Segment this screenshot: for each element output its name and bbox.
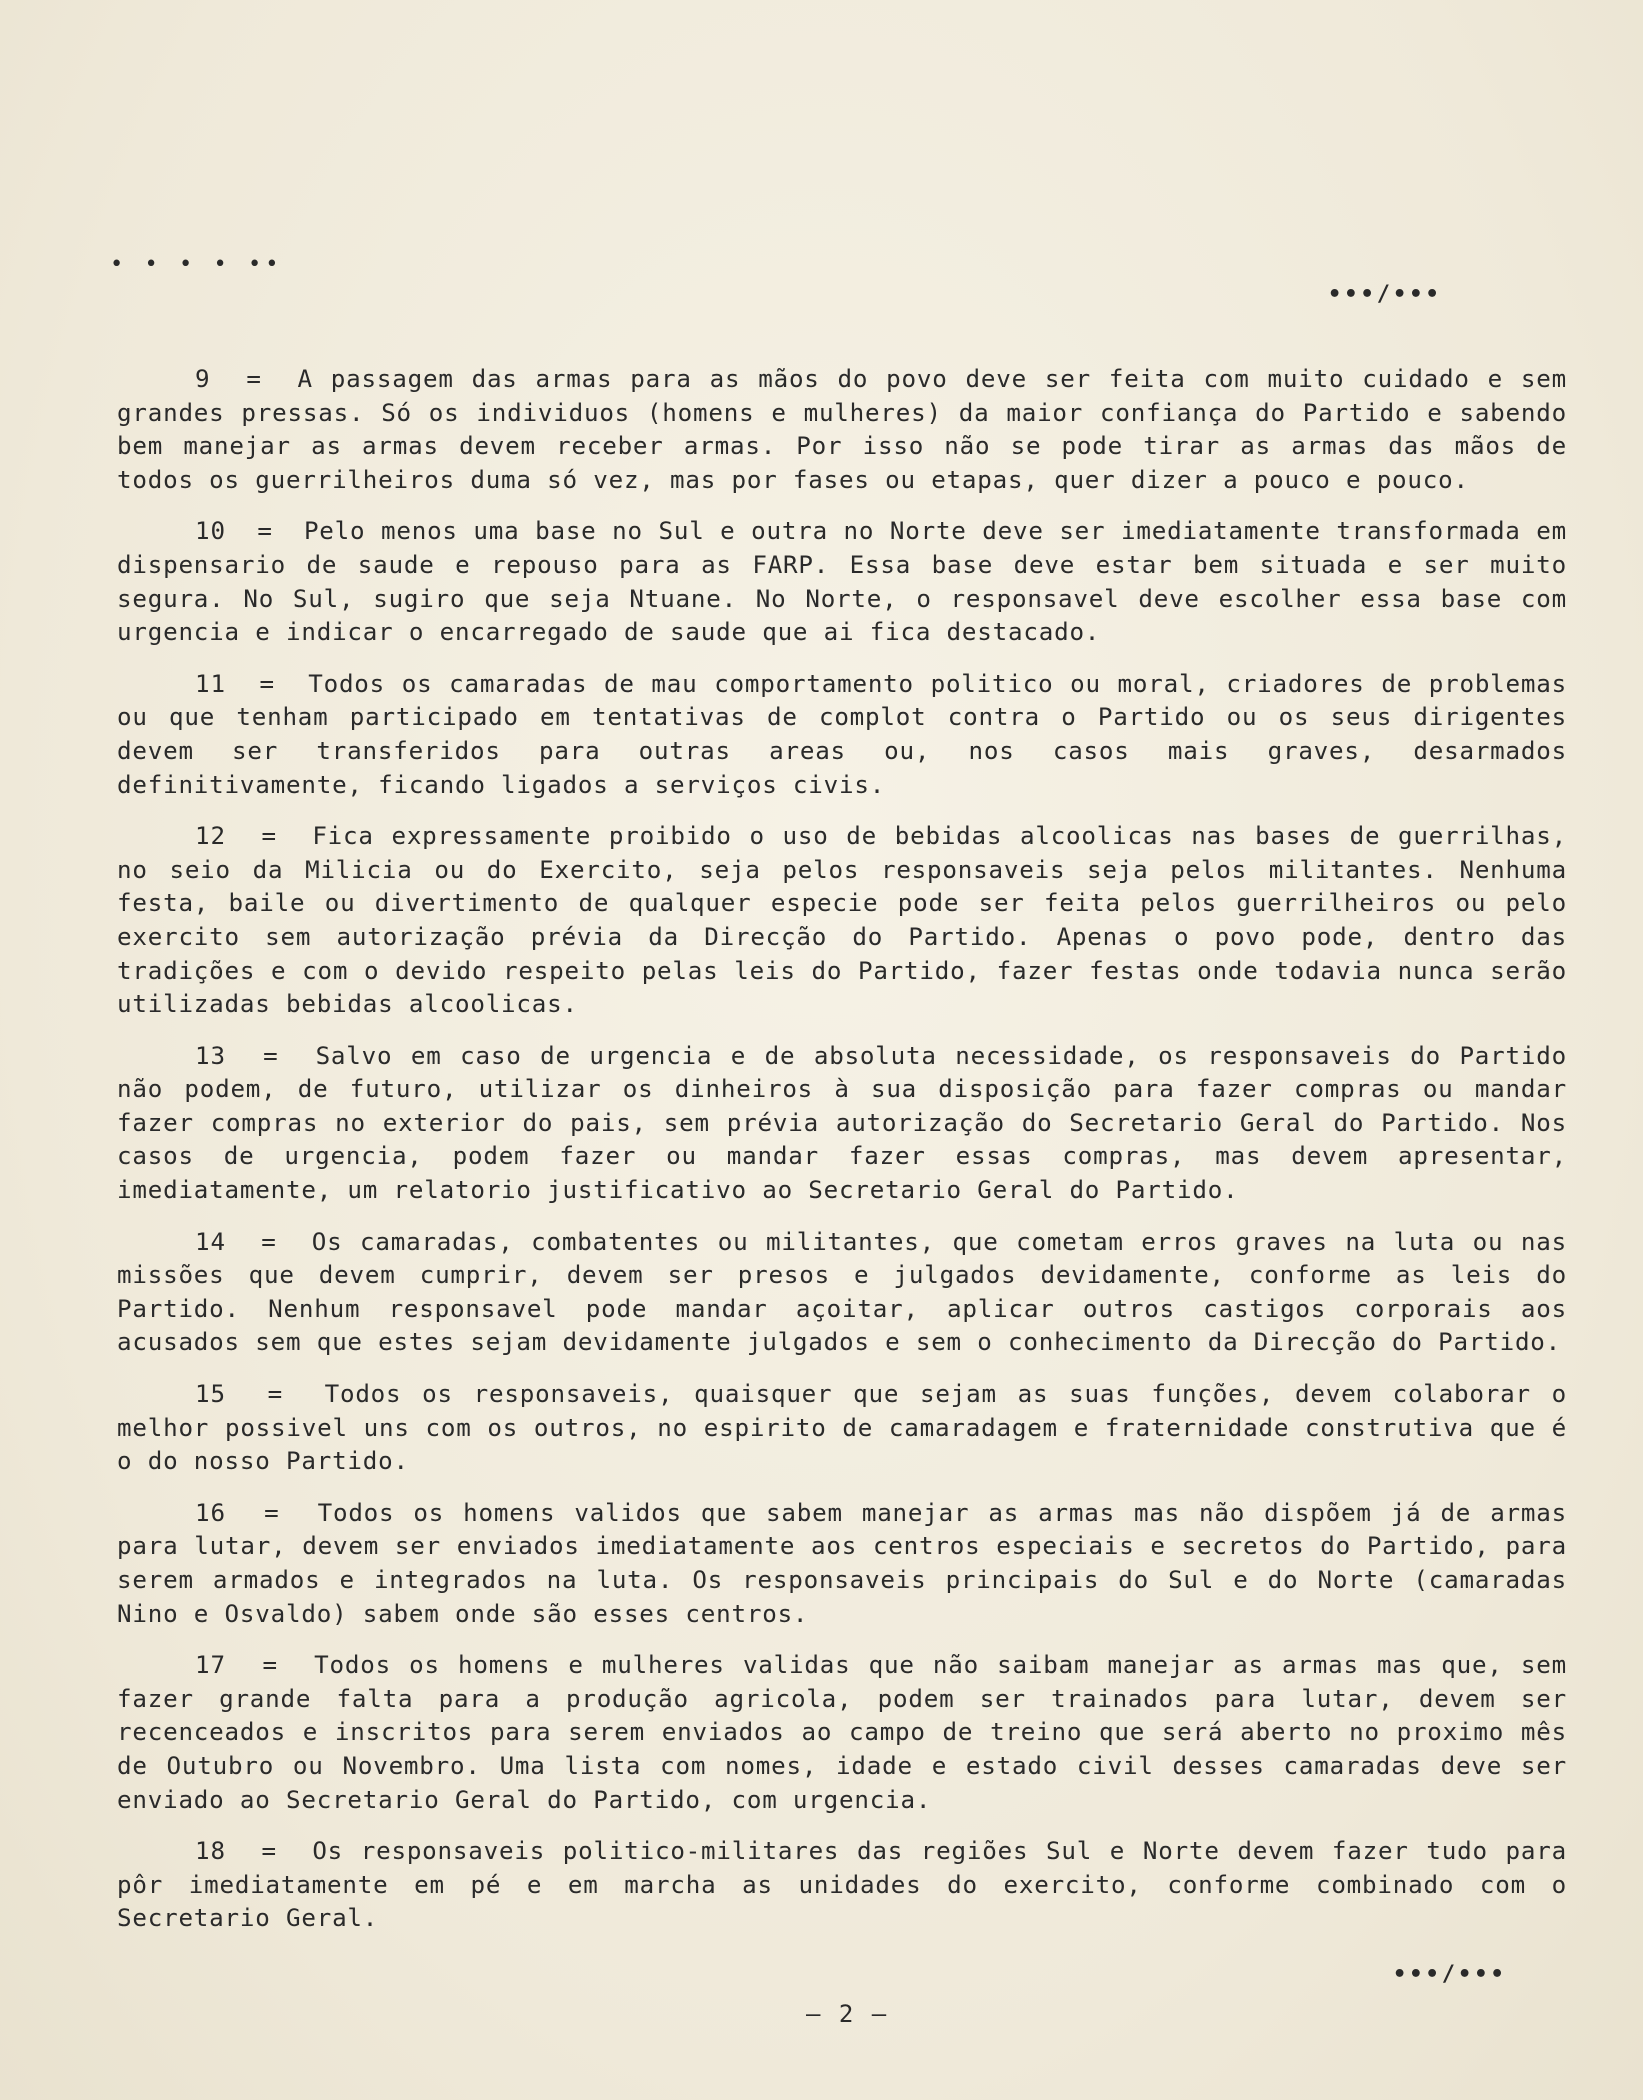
paragraph-15 bbox=[117, 1378, 1567, 1479]
separator: = bbox=[262, 1651, 278, 1680]
paragraph-number: 11 bbox=[195, 669, 227, 698]
paragraph-text: Todos os homens e mulheres validas que não saibam manejar as armas mas que, sem fazer grande falta para a produção agricola, podem ser trainados para lutar, devem ser recenceados e inscritos para serem enviados ao campo de treino que será aberto no proximo mês de Outubro ou Novembro. Uma lista com nomes, idade e estado civil desses camaradas deve ser enviado ao Secretario Geral do Partido, com urgencia. bbox=[117, 1651, 1567, 1814]
paragraph-text: A passagem das armas para as mãos do povo deve ser feita com muito cuidado e sem grandes pressas. Só os individuos (homens e mulheres) da maior confiança do Partido e sabendo bem manejar as armas devem receber armas. Por isso não se pode tirar as armas das mãos de todos os guerrilheiros duma só vez, mas por fases ou etapas, quer dizer a pouco e pouco. bbox=[117, 365, 1567, 494]
paragraph-number: 10 bbox=[195, 517, 227, 546]
paragraph-10 bbox=[117, 515, 1567, 649]
paragraph-number: 13 bbox=[195, 1041, 227, 1070]
paragraph-text: Todos os camaradas de mau comportamento politico ou moral, criadores de problemas ou que tenham participado em tentativas de complot contra o Partido ou os seus dirigentes devem ser transferidos para outras areas ou, nos casos mais graves, desarmados definitivamente, ficando ligados a serviços civis. bbox=[117, 669, 1567, 799]
separator: = bbox=[261, 1227, 277, 1256]
continuation-mark-top-right: •••/••• bbox=[1328, 282, 1442, 307]
separator: = bbox=[267, 1380, 284, 1409]
paragraph-17 bbox=[117, 1649, 1567, 1817]
paragraph-text: Salvo em caso de urgencia e de absoluta necessidade, os responsaveis do Partido não podem, de futuro, utilizar os dinheiros à sua disposição para fazer compras ou mandar fazer compras no exterior do pais, sem prévia autorização do Secretario Geral do Partido. Nos casos de urgencia, podem fazer ou mandar fazer essas compras, mas devem apresentar, imediatamente, um relatorio justificativo ao Secretario Geral do Partido. bbox=[117, 1041, 1567, 1205]
paragraph-text: Todos os homens validos que sabem manejar as armas mas não dispõem já de armas para lutar, devem ser enviados imediatamente aos centros especiais e secretos do Partido, para serem armados e integrados na luta. Os responsaveis principais do Sul e do Norte (camaradas Nino e Osvaldo) sabem onde são esses centros. bbox=[117, 1498, 1567, 1628]
paragraph-number: 18 bbox=[195, 1837, 227, 1866]
document-body bbox=[117, 363, 1567, 1954]
separator: = bbox=[261, 822, 277, 851]
continuation-mark-bottom-right: •••/••• bbox=[1393, 1962, 1507, 1987]
paragraph-9 bbox=[117, 363, 1567, 497]
paragraph-number: 9 bbox=[195, 365, 211, 393]
paragraph-12 bbox=[117, 820, 1567, 1022]
continuation-mark-top-left: • • • • •• bbox=[110, 252, 283, 277]
paragraph-text: Pelo menos uma base no Sul e outra no Norte deve ser imediatamente transformada em dispensario de saude e repouso para as FARP. Essa base deve estar bem situada e ser muito segura. No Sul, sugiro que seja Ntuane. No Norte, o responsavel deve escolher essa base com urgencia e indicar o encarregado de saude que ai fica destacado. bbox=[117, 517, 1567, 647]
separator: = bbox=[263, 1041, 279, 1070]
paragraph-11 bbox=[117, 668, 1567, 802]
separator: = bbox=[259, 669, 275, 698]
separator: = bbox=[264, 1498, 280, 1527]
paragraph-number: 14 bbox=[195, 1227, 227, 1256]
separator: = bbox=[257, 517, 273, 546]
paragraph-16 bbox=[117, 1497, 1567, 1631]
paragraph-13 bbox=[117, 1040, 1567, 1208]
page-number: – 2 – bbox=[806, 2000, 889, 2028]
separator: = bbox=[261, 1837, 277, 1866]
paragraph-number: 12 bbox=[195, 822, 227, 851]
paragraph-text: Os responsaveis politico-militares das regiões Sul e Norte devem fazer tudo para pôr imediatamente em pé e em marcha as unidades do exercito, conforme combinado com o Secretario Geral. bbox=[117, 1837, 1567, 1933]
paragraph-14 bbox=[117, 1226, 1567, 1360]
paragraph-text: Todos os responsaveis, quaisquer que sejam as suas funções, devem colaborar o melhor possivel uns com os outros, no espirito de camaradagem e fraternidade construtiva que é o do nosso Partido. bbox=[117, 1380, 1567, 1476]
paragraph-text: Fica expressamente proibido o uso de bebidas alcoolicas nas bases de guerrilhas, no seio da Milicia ou do Exercito, seja pelos responsaveis seja pelos militantes. Nenhuma festa, baile ou divertimento de qualquer especie pode ser feita pelos guerrilheiros ou pelo exercito sem autorização prévia da Direcção do Partido. Apenas o povo pode, dentro das tradições e com o devido respeito pelas leis do Partido, fazer festas onde todavia nunca serão utilizadas bebidas alcoolicas. bbox=[117, 822, 1567, 1019]
paragraph-text: Os camaradas, combatentes ou militantes, que cometam erros graves na luta ou nas missões que devem cumprir, devem ser presos e julgados devidamente, conforme as leis do Partido. Nenhum responsavel pode mandar açoitar, aplicar outros castigos corporais aos acusados sem que estes sejam devidamente julgados e sem o conhecimento da Direcção do Partido. bbox=[117, 1227, 1567, 1357]
separator: = bbox=[246, 365, 262, 393]
paragraph-18 bbox=[117, 1835, 1567, 1936]
paragraph-number: 17 bbox=[195, 1651, 227, 1680]
paragraph-number: 16 bbox=[195, 1498, 227, 1527]
paragraph-number: 15 bbox=[195, 1380, 227, 1409]
